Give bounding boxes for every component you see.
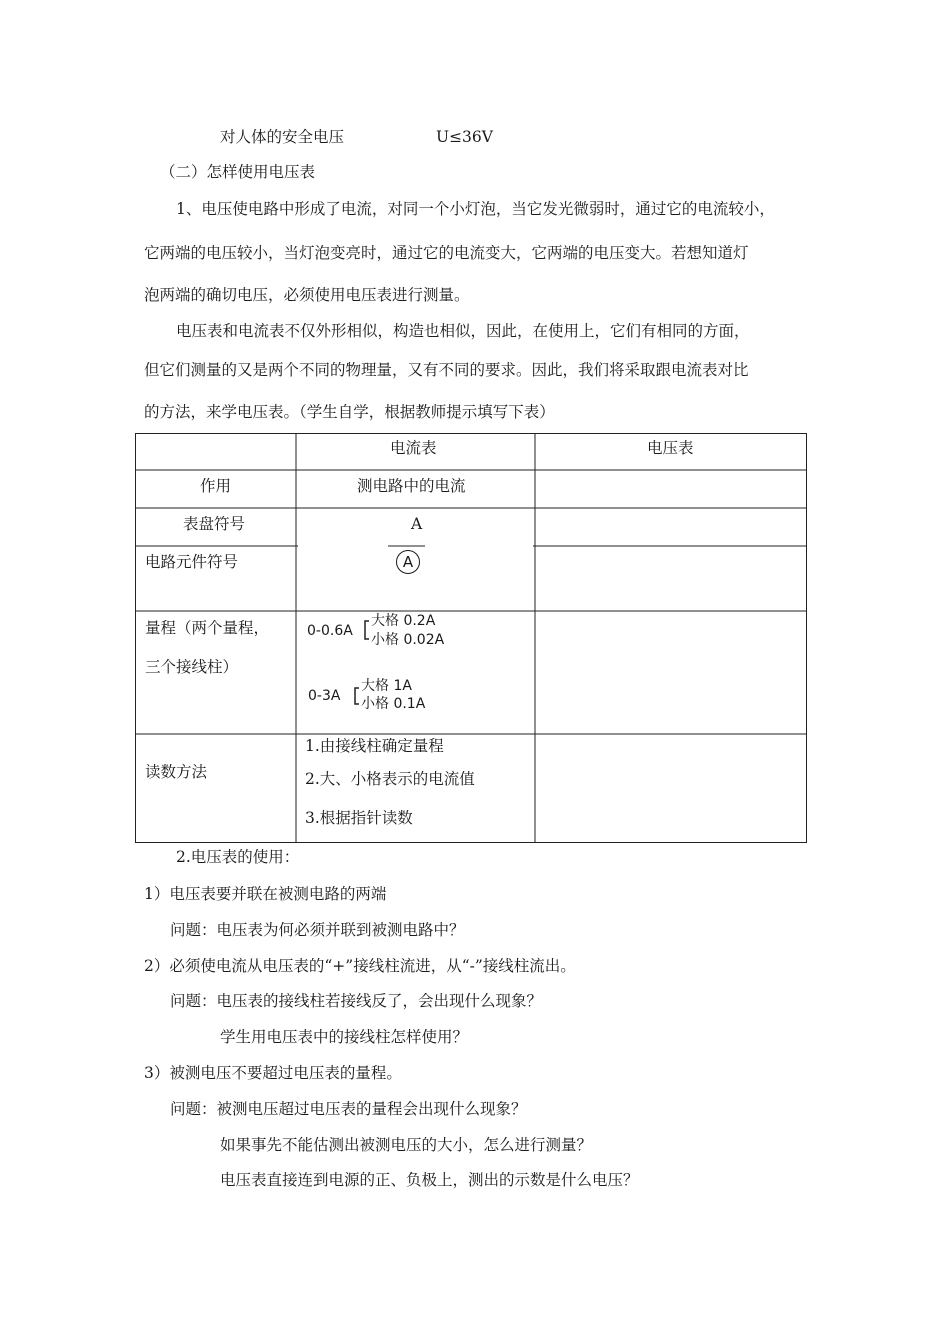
usage-item3-question1: 问题：被测电压超过电压表的量程会出现什么现象？ [170,1100,527,1118]
header-ammeter: 电流表 [390,439,437,457]
circuit-symbol-letter: A [402,553,414,571]
range1-big-division: 大格 0.2A [371,613,436,629]
row-function-label: 作用 [200,477,232,495]
range2-name: 0-3A [308,688,341,704]
header-voltmeter: 电压表 [647,439,694,457]
row-reading-label: 读数方法 [145,763,208,781]
range2-big-division: 大格 1A [361,678,412,694]
ammeter-circuit-symbol-icon [396,550,420,574]
range1-small-division: 小格 0.02A [371,632,445,648]
row-range-label-line2: 三个接线柱） [145,658,239,676]
para2-line3: 的方法，来学电压表。（学生自学，根据教师提示填写下表） [144,403,555,421]
para1-line2: 它两端的电压较小，当灯泡变亮时，通过它的电流变大，它两端的电压变大。若想知道灯 [144,244,749,262]
comparison-table [135,433,807,843]
row-range-label-line1: 量程（两个量程， [145,619,270,637]
para2-line2: 但它们测量的又是两个不同的物理量，又有不同的要求。因此，我们将采取跟电流表对比 [144,361,749,379]
safe-voltage-label: 对人体的安全电压 [220,128,345,146]
usage-item3: 3）被测电压不要超过电压表的量程。 [144,1064,402,1082]
usage-item3-question2: 如果事先不能估测出被测电压的大小，怎么进行测量？ [220,1136,593,1154]
reading-step-1: 1.由接线柱确定量程 [305,737,444,755]
range2-small-division: 小格 0.1A [361,696,426,712]
usage-item2-question1: 问题：电压表的接线柱若接线反了，会出现什么现象？ [170,992,543,1010]
usage-item2: 2）必须使电流从电压表的“+”接线柱流进，从“-”接线柱流出。 [144,957,576,975]
usage-title: 2.电压表的使用： [176,848,300,866]
row-function-ammeter: 测电路中的电流 [357,477,466,495]
dial-symbol-ammeter: A [411,515,423,533]
para1-line3: 泡两端的确切电压，必须使用电压表进行测量。 [144,286,470,304]
safe-voltage-value: U≤36V [436,128,493,146]
row-dial-symbol-label: 表盘符号 [183,515,246,533]
para1-line1: 1、电压使电路中形成了电流，对同一个小灯泡，当它发光微弱时，通过它的电流较小， [176,200,775,218]
usage-item3-question3: 电压表直接连到电源的正、负极上，测出的示数是什么电压？ [220,1171,639,1189]
para2-line1: 电压表和电流表不仅外形相似，构造也相似，因此，在使用上，它们有相同的方面， [176,322,750,340]
reading-step-2: 2.大、小格表示的电流值 [305,770,475,788]
usage-item1-question: 问题：电压表为何必须并联到被测电路中？ [170,921,465,939]
range1-name: 0-0.6A [307,623,353,639]
row-circuit-symbol-label: 电路元件符号 [145,553,239,571]
usage-item2-question2: 学生用电压表中的接线柱怎样使用？ [220,1028,469,1046]
reading-step-3: 3.根据指针读数 [305,809,413,827]
usage-item1: 1）电压表要并联在被测电路的两端 [144,885,387,903]
section-title: （二）怎样使用电压表 [160,163,316,181]
